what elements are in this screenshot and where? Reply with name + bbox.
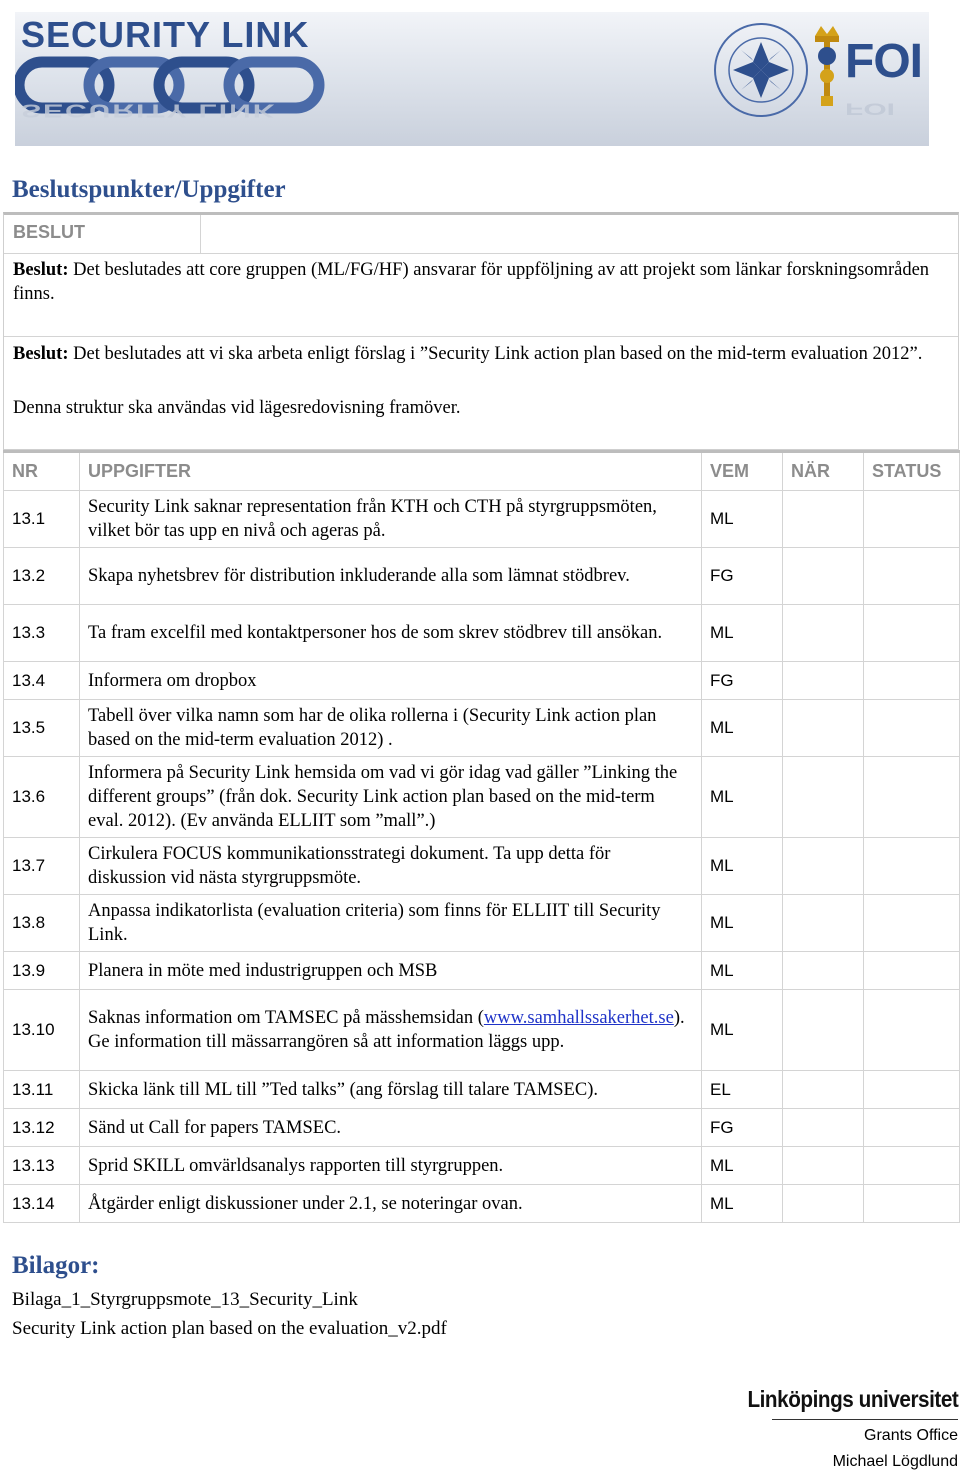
security-link-reflection: SECURITY LINK	[21, 100, 277, 120]
table-row	[4, 757, 960, 838]
decision-text: Det beslutades att core gruppen (ML/FG/HF) ansvarar för uppföljning av att projekt som länkar forskningsområden finns.	[13, 260, 930, 304]
crown-emblem-icon	[809, 22, 845, 112]
decisions-header-cell	[4, 215, 201, 254]
task-owner: ML	[702, 757, 783, 838]
task-when	[783, 1109, 864, 1147]
task-when	[783, 1185, 864, 1223]
task-owner: ML	[702, 1147, 783, 1185]
decision-label: Beslut:	[13, 344, 69, 364]
task-owner: ML	[702, 990, 783, 1071]
table-row	[4, 1109, 960, 1147]
task-status	[864, 990, 960, 1071]
task-number: 13.7	[4, 838, 80, 895]
section-heading: Beslutspunkter/Uppgifter	[12, 176, 286, 203]
task-status	[864, 1071, 960, 1109]
task-when	[783, 990, 864, 1071]
task-status	[864, 491, 960, 548]
task-number: 13.10	[4, 990, 80, 1071]
table-row	[4, 838, 960, 895]
task-number: 13.2	[4, 548, 80, 605]
task-status	[864, 1147, 960, 1185]
liu-seal-icon	[711, 18, 811, 122]
table-row	[4, 700, 960, 757]
task-when	[783, 700, 864, 757]
task-when	[783, 548, 864, 605]
task-status	[864, 895, 960, 952]
task-owner: ML	[702, 895, 783, 952]
header-banner	[15, 12, 929, 146]
task-description	[80, 990, 702, 1071]
security-link-logo-text: SECURITY LINK	[21, 14, 310, 55]
table-row	[4, 895, 960, 952]
task-when	[783, 662, 864, 700]
task-owner: FG	[702, 548, 783, 605]
task-when	[783, 838, 864, 895]
decisions-header-label: BESLUT	[13, 222, 85, 242]
task-description: Åtgärder enligt diskussioner under 2.1, se noteringar ovan.	[80, 1185, 702, 1223]
task-status	[864, 757, 960, 838]
task-owner: ML	[702, 1185, 783, 1223]
table-row	[4, 1185, 960, 1223]
column-header-vem: VEM	[702, 452, 783, 491]
tasks-header-row	[4, 452, 960, 491]
attachment-item: Security Link action plan based on the evaluation_v2.pdf	[12, 1318, 447, 1339]
decisions-divider	[4, 336, 958, 337]
task-number: 13.11	[4, 1071, 80, 1109]
table-row	[4, 1147, 960, 1185]
task-status	[864, 605, 960, 662]
column-header-status: STATUS	[864, 452, 960, 491]
decisions-table	[3, 212, 959, 450]
task-when	[783, 757, 864, 838]
task-description: Security Link saknar representation från KTH och CTH på styrgruppsmöten, vilket bör tas upp en nivå och ageras på.	[80, 491, 702, 548]
task-description: Anpassa indikatorlista (evaluation criteria) som finns för ELLIIT till Security Link.	[80, 895, 702, 952]
task-when	[783, 952, 864, 990]
foi-logo-text: FOI	[845, 35, 922, 88]
task-number: 13.5	[4, 700, 80, 757]
task-owner: FG	[702, 662, 783, 700]
task-when	[783, 895, 864, 952]
samhallssakerhet-link[interactable]: www.samhallssakerhet.se	[483, 1008, 674, 1028]
attachments-heading: Bilagor:	[12, 1252, 100, 1279]
task-number: 13.12	[4, 1109, 80, 1147]
table-row	[4, 662, 960, 700]
task-number: 13.6	[4, 757, 80, 838]
task-description: Sänd ut Call for papers TAMSEC.	[80, 1109, 702, 1147]
decision-item	[13, 258, 933, 306]
decision-label: Beslut:	[13, 260, 69, 280]
task-text-post: ). Ge information till mässarrangören så att information läggs upp.	[88, 1008, 685, 1052]
footer-divider	[772, 1419, 958, 1420]
column-header-uppgifter: UPPGIFTER	[80, 452, 702, 491]
task-when	[783, 491, 864, 548]
task-description: Informera om dropbox	[80, 662, 702, 700]
task-status	[864, 700, 960, 757]
task-number: 13.8	[4, 895, 80, 952]
task-when	[783, 1071, 864, 1109]
task-status	[864, 548, 960, 605]
task-text-pre: Saknas information om TAMSEC på mässhemsidan (	[88, 1008, 484, 1028]
table-row	[4, 990, 960, 1071]
task-description: Tabell över vilka namn som har de olika rollerna i (Security Link action plan based on the mid-term evaluation 2012) .	[80, 700, 702, 757]
task-owner: ML	[702, 491, 783, 548]
task-description: Informera på Security Link hemsida om vad vi gör idag vad gäller ”Linking the different groups” (från dok. Security Link action plan based on the mid-term eval. 2012). (Ev använda ELLIIT som ”mall”.)	[80, 757, 702, 838]
task-description: Skapa nyhetsbrev för distribution inkluderande alla som lämnat stödbrev.	[80, 548, 702, 605]
task-owner: ML	[702, 838, 783, 895]
task-status	[864, 838, 960, 895]
task-owner: FG	[702, 1109, 783, 1147]
task-number: 13.14	[4, 1185, 80, 1223]
task-number: 13.4	[4, 662, 80, 700]
task-owner: EL	[702, 1071, 783, 1109]
task-owner: ML	[702, 952, 783, 990]
decision-item	[13, 342, 933, 366]
column-header-nr: NR	[4, 452, 80, 491]
tasks-table	[3, 450, 960, 1223]
decisions-header-line	[200, 253, 958, 254]
task-status	[864, 1185, 960, 1223]
decision-note: Denna struktur ska användas vid lägesredovisning framöver.	[13, 398, 461, 418]
task-when	[783, 1147, 864, 1185]
task-number: 13.9	[4, 952, 80, 990]
university-logo-text: Linköpings universitet	[747, 1386, 958, 1412]
table-row	[4, 491, 960, 548]
task-status	[864, 662, 960, 700]
task-status	[864, 952, 960, 990]
task-status	[864, 1109, 960, 1147]
footer-office: Grants Office	[864, 1427, 958, 1444]
task-owner: ML	[702, 700, 783, 757]
task-description: Ta fram excelfil med kontaktpersoner hos de som skrev stödbrev till ansökan.	[80, 605, 702, 662]
task-owner: ML	[702, 605, 783, 662]
task-description: Cirkulera FOCUS kommunikationsstrategi dokument. Ta upp detta för diskussion vid nästa styrgruppsmöte.	[80, 838, 702, 895]
table-row	[4, 605, 960, 662]
task-number: 13.13	[4, 1147, 80, 1185]
task-description: Sprid SKILL omvärldsanalys rapporten till styrgruppen.	[80, 1147, 702, 1185]
foi-reflection: FOI	[845, 99, 895, 118]
table-row	[4, 1071, 960, 1109]
table-row	[4, 952, 960, 990]
task-number: 13.1	[4, 491, 80, 548]
column-header-nar: NÄR	[783, 452, 864, 491]
attachment-item: Bilaga_1_Styrgruppsmote_13_Security_Link	[12, 1289, 358, 1310]
footer-name: Michael Lögdlund	[832, 1453, 958, 1470]
table-row	[4, 548, 960, 605]
task-when	[783, 605, 864, 662]
task-number: 13.3	[4, 605, 80, 662]
decision-text: Det beslutades att vi ska arbeta enligt förslag i ”Security Link action plan based on the mid-term evaluation 2012”.	[68, 344, 923, 364]
task-description: Planera in möte med industrigruppen och MSB	[80, 952, 702, 990]
task-description: Skicka länk till ML till ”Ted talks” (ang förslag till talare TAMSEC).	[80, 1071, 702, 1109]
